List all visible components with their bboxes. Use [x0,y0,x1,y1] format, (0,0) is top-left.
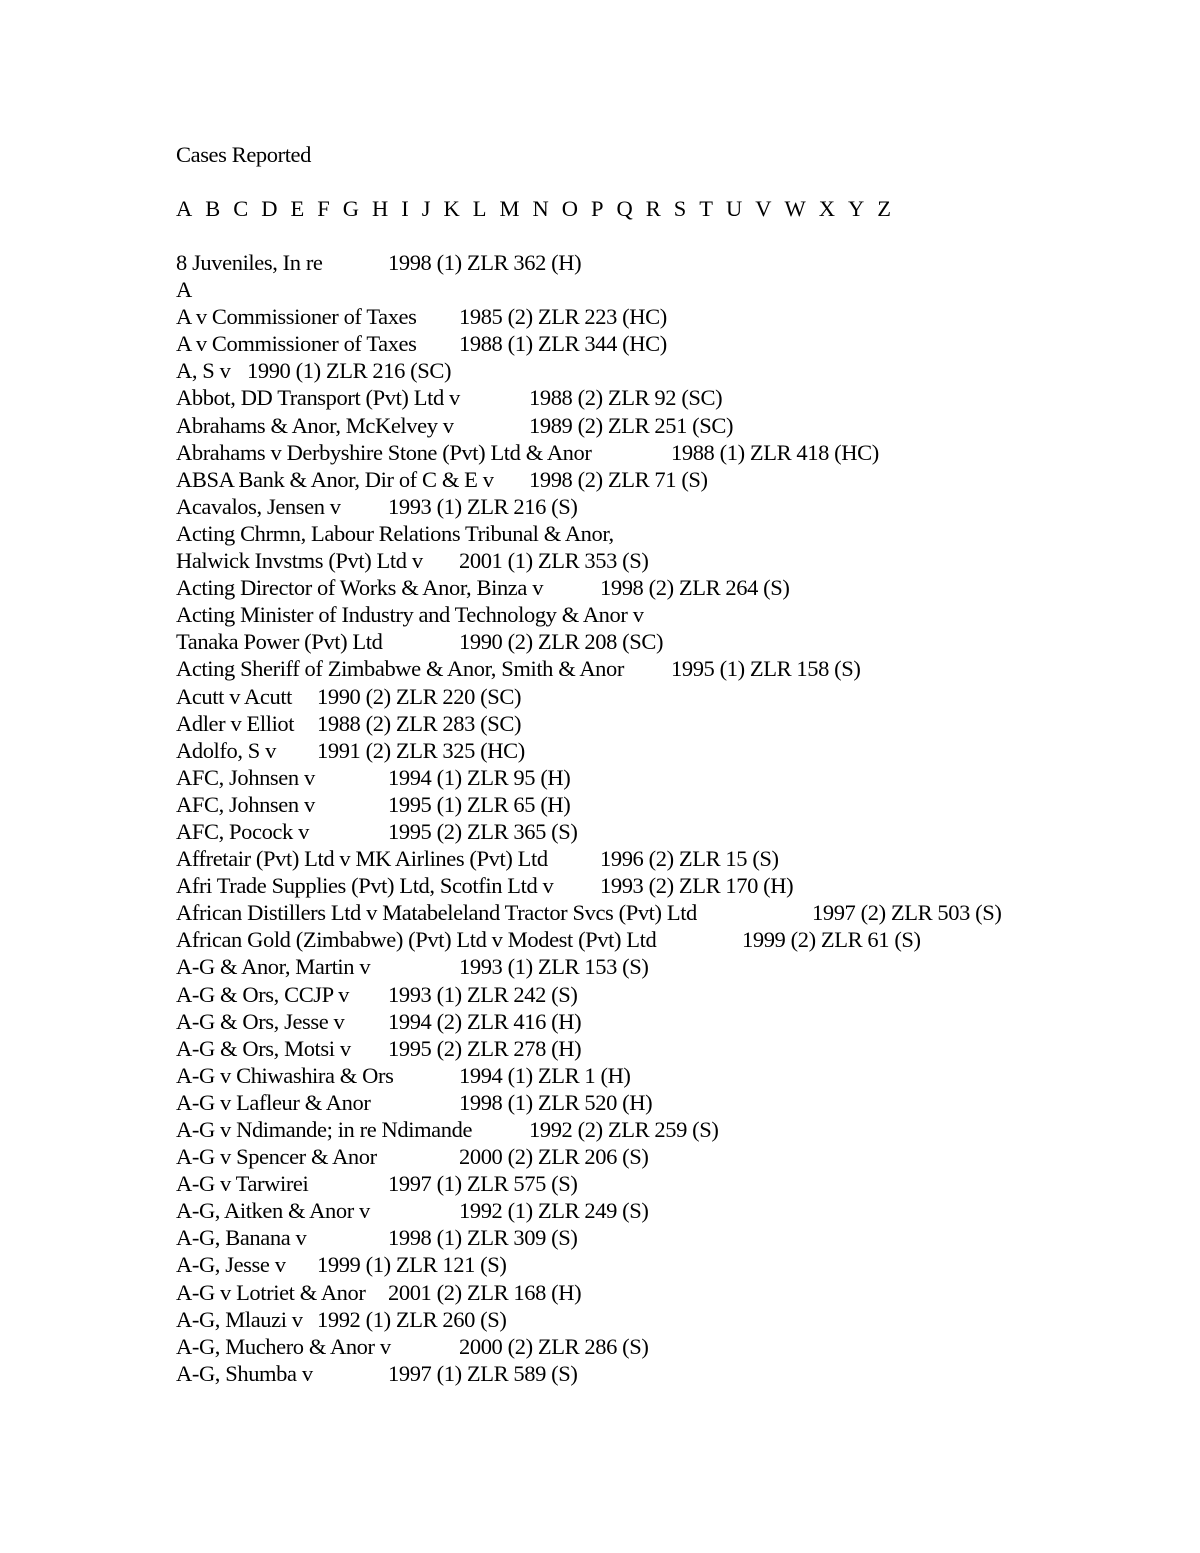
case-citation: 1998 (2) ZLR 71 (S) [529,466,708,492]
case-citation: 1999 (1) ZLR 121 (S) [317,1252,507,1278]
case-citation: 2000 (2) ZLR 286 (S) [459,1333,649,1359]
case-citation: 2001 (1) ZLR 353 (S) [459,548,649,574]
alphabet-link-o[interactable]: O [561,196,578,221]
case-citation: 2000 (2) ZLR 206 (S) [459,1144,649,1170]
case-name: A v Commissioner of Taxes [176,304,417,330]
case-citation: 1993 (1) ZLR 216 (S) [388,493,578,519]
case-entry [176,466,1136,493]
case-entry [176,628,1136,655]
case-entry [176,926,1136,953]
case-entry [176,1116,1136,1143]
case-entry [176,1008,1136,1035]
case-name: AFC, Johnsen v [176,791,315,817]
alphabet-link-u[interactable]: U [726,196,742,221]
page-title: Cases Reported [176,142,311,167]
case-entry [176,764,1136,791]
case-citation: 1992 (1) ZLR 249 (S) [459,1198,649,1224]
case-entry [176,1224,1136,1251]
case-citation: 2001 (2) ZLR 168 (H) [388,1279,582,1305]
case-name: A-G v Ndimande; in re Ndimande [176,1117,473,1142]
case-entry [176,601,1136,628]
case-citation: 1992 (1) ZLR 260 (S) [317,1306,507,1332]
case-name: Tanaka Power (Pvt) Ltd [176,629,383,655]
case-entry [176,737,1136,764]
case-entry [176,357,1136,384]
alphabet-link-h[interactable]: H [372,196,388,221]
case-name: A-G, Muchero & Anor v [176,1333,391,1359]
case-name: A-G, Shumba v [176,1360,313,1386]
case-name: A-G, Aitken & Anor v [176,1198,370,1224]
case-entry [176,330,1136,357]
case-citation: 1989 (2) ZLR 251 (SC) [529,412,734,438]
case-name: Abrahams v Derbyshire Stone (Pvt) Ltd & Anor [176,439,592,465]
alphabet-link-c[interactable]: C [233,196,248,221]
case-name: A-G v Lafleur & Anor [176,1089,371,1115]
case-citation: 1995 (2) ZLR 365 (S) [388,818,578,844]
case-entry [176,574,1136,601]
case-citation: 1990 (1) ZLR 216 (SC) [247,358,452,384]
case-entry [176,1279,1136,1306]
case-entry [176,872,1136,899]
case-citation: 1998 (1) ZLR 362 (H) [388,250,582,275]
case-citation: 1988 (1) ZLR 344 (HC) [459,331,667,357]
case-name: Affretair (Pvt) Ltd v MK Airlines (Pvt) Ltd [176,846,548,872]
case-name: A-G v Tarwirei [176,1171,309,1197]
alphabet-link-s[interactable]: S [673,196,686,221]
case-entry [176,1143,1136,1170]
case-name: Halwick Invstms (Pvt) Ltd v [176,548,423,574]
alphabet-link-z[interactable]: Z [877,196,891,221]
alphabet-link-l[interactable]: L [472,196,487,221]
case-entry [176,384,1136,411]
case-entry [176,303,1136,330]
case-entry [176,1035,1136,1062]
alphabet-link-g[interactable]: G [342,196,359,221]
case-citation: 1997 (2) ZLR 503 (S) [812,900,1002,926]
case-name: Adler v Elliot [176,710,295,736]
alphabet-link-f[interactable]: F [317,196,330,221]
case-name: African Distillers Ltd v Matabeleland Tractor Svcs (Pvt) Ltd [176,900,697,926]
case-name: A-G & Ors, Jesse v [176,1008,345,1034]
case-name: Acting Director of Works & Anor, Binza v [176,575,544,601]
case-citation: 1993 (1) ZLR 242 (S) [388,981,578,1007]
case-entry [176,710,1136,737]
alphabet-link-r[interactable]: R [645,196,661,221]
case-name: Abrahams & Anor, McKelvey v [176,412,454,438]
case-citation: 1998 (2) ZLR 264 (S) [600,575,790,601]
case-name: ABSA Bank & Anor, Dir of C & E v [176,466,494,492]
case-name: A-G & Anor, Martin v [176,954,371,980]
case-entry [176,818,1136,845]
case-name: African Gold (Zimbabwe) (Pvt) Ltd v Modest (Pvt) Ltd [176,927,657,953]
case-citation: 1993 (2) ZLR 170 (H) [600,873,794,899]
alphabet-link-b[interactable]: B [205,196,220,221]
case-name: A-G & Ors, Motsi v [176,1035,351,1061]
case-name: Acting Chrmn, Labour Relations Tribunal & Anor, [176,520,614,546]
case-name: A-G, Mlauzi v [176,1306,303,1332]
case-entry [176,547,1136,574]
case-name: Acting Sheriff of Zimbabwe & Anor, Smith & Anor [176,656,624,682]
case-entry [176,412,1136,439]
case-name: A-G, Banana v [176,1225,307,1251]
alphabet-link-e[interactable]: E [290,196,304,221]
alphabet-index [176,195,1136,222]
case-name: Abbot, DD Transport (Pvt) Ltd v [176,385,460,411]
alphabet-link-i[interactable]: I [401,196,409,221]
alphabet-link-y[interactable]: Y [848,196,864,221]
case-name: A, S v [176,358,231,384]
case-name: Acavalos, Jensen v [176,493,341,519]
case-entry [176,1306,1136,1333]
alphabet-link-v[interactable]: V [755,196,772,221]
case-citation: 1994 (1) ZLR 1 (H) [459,1062,631,1088]
case-entry [176,493,1136,520]
case-entry [176,791,1136,818]
case-entry [176,1197,1136,1224]
document-page [176,141,1136,1387]
case-citation: 1995 (2) ZLR 278 (H) [388,1035,582,1061]
case-entry [176,439,1136,466]
case-citation: 1993 (1) ZLR 153 (S) [459,954,649,980]
case-citation: 1998 (1) ZLR 520 (H) [459,1089,653,1115]
alphabet-link-d[interactable]: D [261,196,278,221]
alphabet-link-m[interactable]: M [499,196,520,221]
case-entry [176,520,1136,547]
case-citation: 1997 (1) ZLR 575 (S) [388,1171,578,1197]
case-entry [176,249,1136,276]
case-entry [176,1170,1136,1197]
case-name: 8 Juveniles, In re [176,250,323,275]
case-entry [176,655,1136,682]
case-citation: 1992 (2) ZLR 259 (S) [529,1117,719,1142]
case-name: A-G, Jesse v [176,1252,286,1278]
alphabet-link-t[interactable]: T [699,196,713,221]
case-citation: 1995 (1) ZLR 65 (H) [388,791,571,817]
case-entry [176,981,1136,1008]
case-name: A-G & Ors, CCJP v [176,981,350,1007]
case-citation: 1988 (2) ZLR 283 (SC) [317,710,522,736]
case-name: A-G v Lotriet & Anor [176,1279,366,1305]
alphabet-link-j[interactable]: J [421,196,431,221]
alphabet-link-k[interactable]: K [443,196,460,221]
case-entry [176,1360,1136,1387]
case-citation: 1990 (2) ZLR 220 (SC) [317,683,522,709]
case-citation: 1985 (2) ZLR 223 (HC) [459,304,667,330]
case-citation: 1990 (2) ZLR 208 (SC) [459,629,664,655]
case-name: A v Commissioner of Taxes [176,331,417,357]
case-name: AFC, Pocock v [176,818,309,844]
case-entry [176,683,1136,710]
case-entry [176,276,1136,303]
case-citation: 1994 (1) ZLR 95 (H) [388,764,571,790]
case-citation: 1988 (1) ZLR 418 (HC) [671,439,879,465]
alphabet-link-w[interactable]: W [784,196,806,221]
case-entry [176,1089,1136,1116]
alphabet-link-a[interactable]: A [176,196,192,221]
case-entry [176,1062,1136,1089]
case-citation: 1994 (2) ZLR 416 (H) [388,1008,582,1034]
case-list [176,249,1136,1387]
case-name: A-G v Spencer & Anor [176,1144,377,1170]
case-name: A [176,277,192,303]
alphabet-link-x[interactable]: X [818,196,835,221]
case-entry [176,953,1136,980]
case-citation: 1996 (2) ZLR 15 (S) [600,846,779,872]
case-citation: 1995 (1) ZLR 158 (S) [671,656,861,682]
case-name: Acutt v Acutt [176,683,293,709]
case-entry [176,845,1136,872]
case-citation: 1988 (2) ZLR 92 (SC) [529,385,723,411]
case-citation: 1991 (2) ZLR 325 (HC) [317,737,525,763]
case-entry [176,899,1136,926]
case-name: Afri Trade Supplies (Pvt) Ltd, Scotfin Ltd v [176,873,554,899]
alphabet-link-p[interactable]: P [591,196,604,221]
case-entry [176,1333,1136,1360]
alphabet-link-q[interactable]: Q [616,196,633,221]
case-name: A-G v Chiwashira & Ors [176,1062,394,1088]
alphabet-link-n[interactable]: N [532,196,549,221]
case-citation: 1999 (2) ZLR 61 (S) [742,927,921,953]
case-entry [176,1251,1136,1278]
case-name: Acting Minister of Industry and Technology & Anor v [176,602,644,628]
case-name: AFC, Johnsen v [176,764,315,790]
case-citation: 1998 (1) ZLR 309 (S) [388,1225,578,1251]
case-name: Adolfo, S v [176,737,276,763]
case-citation: 1997 (1) ZLR 589 (S) [388,1360,578,1386]
